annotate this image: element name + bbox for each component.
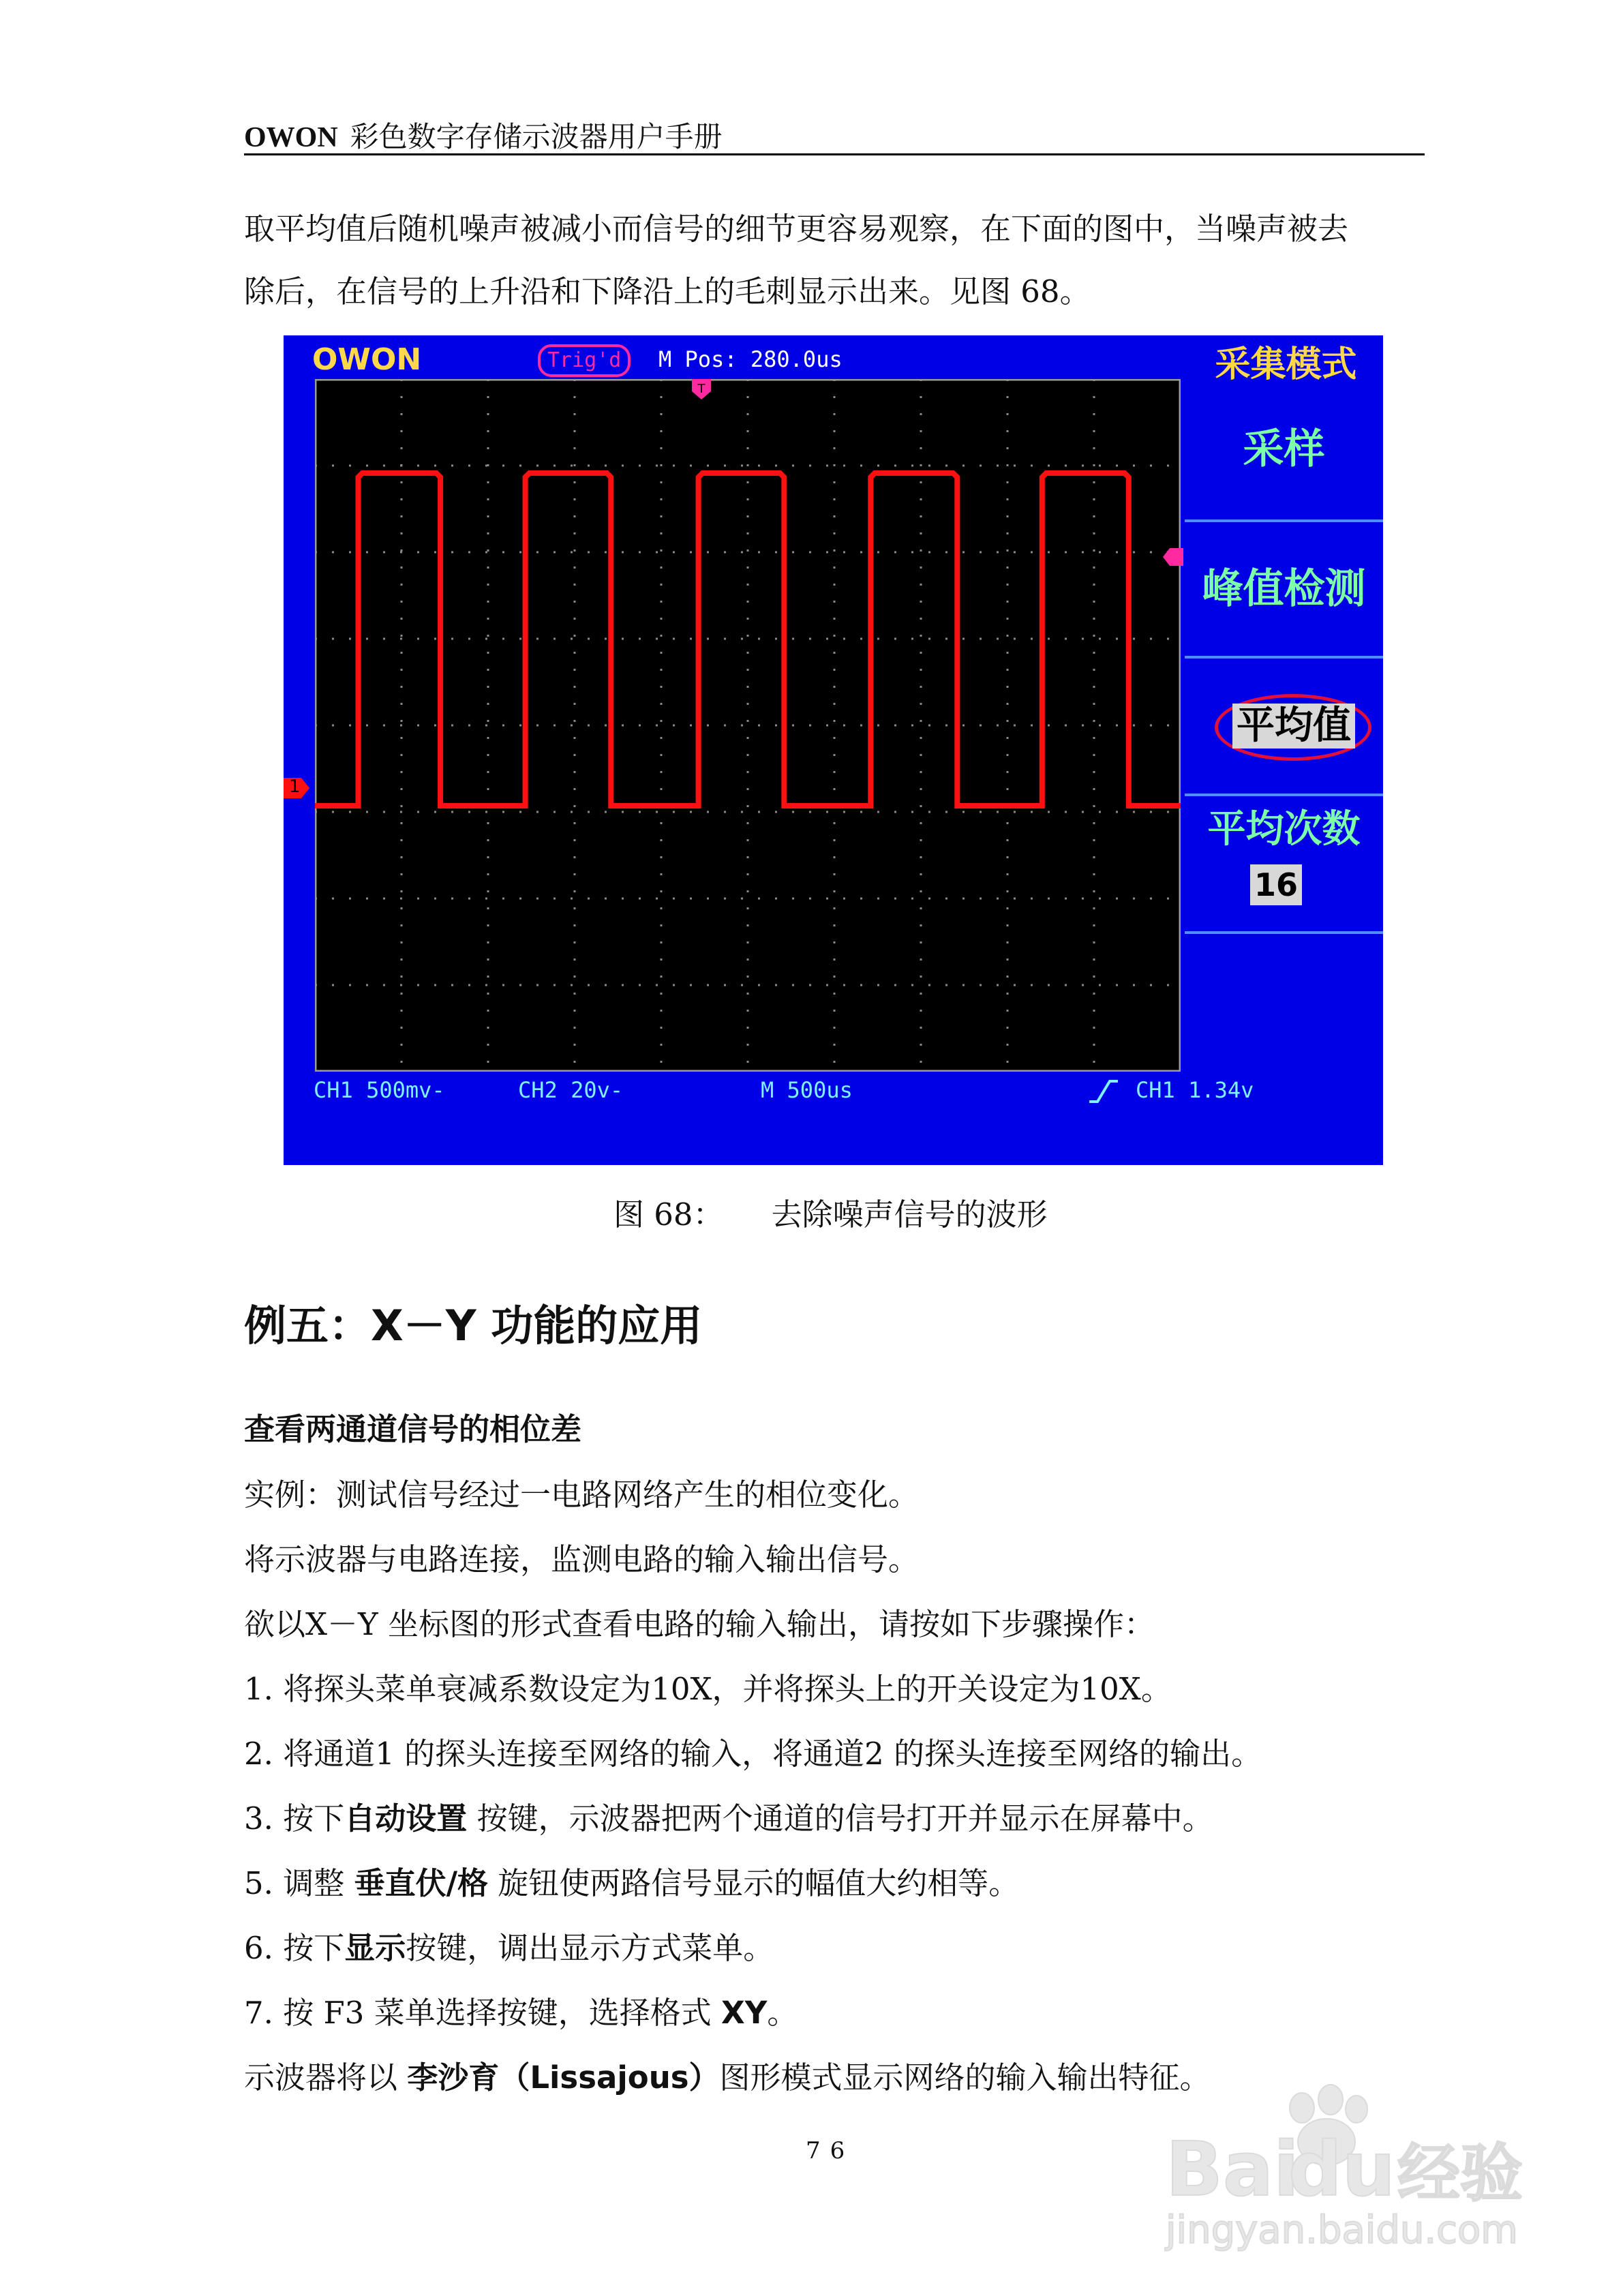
step-keyword: 垂直伏/格 [354,1865,488,1901]
menu-item-peak-detect[interactable]: 峰值检测 [1185,522,1383,659]
trigger-level-marker-icon [1162,547,1185,567]
closing-keyword: 李沙育（Lissajous） [407,2059,720,2096]
step-number: 7. [244,1995,273,2031]
scope-logo: OWON [312,342,422,377]
step-number: 3. [244,1800,273,1837]
status-ch2: CH2 20v- [518,1077,624,1103]
section-body [244,1462,1444,2110]
step-text: 按下 [283,1800,345,1837]
step-item [244,1786,1444,1851]
step-item [244,1916,1444,1980]
step-text: 旋钮使两路信号显示的幅值大约相等。 [488,1865,1020,1901]
svg-text:T: T [697,382,706,396]
ch1-ground-marker-icon [284,776,311,800]
ch1-marker-label: 1 [289,776,301,797]
baidu-jingyan-watermark-logo [1159,2079,1541,2256]
step-text: 按键，调出显示方式菜单。 [406,1930,774,1966]
page-number: 76 [806,2137,855,2164]
average-count-value: 16 [1250,864,1302,905]
rising-edge-icon [1087,1077,1121,1104]
menu-item-average-label: 平均值 [1232,704,1355,749]
step-text: 将通道1 的探头连接至网络的输入，将通道2 的探头连接至网络的输出。 [283,1736,1262,1772]
oscilloscope-screen [284,335,1383,1165]
svg-text:jingyan.baidu.com: jingyan.baidu.com [1166,2208,1518,2252]
header-title: 彩色数字存储示波器用户手册 [350,120,723,153]
body-line: 实例：测试信号经过一电路网络产生的相位变化。 [244,1477,920,1513]
waveform-svg [315,379,1181,1072]
body-line: 将示波器与电路连接，监测电路的输入输出信号。 [244,1541,920,1577]
running-header [244,115,723,155]
menu-item-average[interactable] [1185,659,1383,796]
acquire-menu [1182,335,1383,1165]
caption-text: 去除噪声信号的波形 [771,1196,1048,1233]
step-number: 2. [244,1736,273,1772]
status-timebase: M 500us [761,1077,853,1103]
caption-label: 图 68： [613,1196,724,1233]
intro-paragraph [244,198,1425,323]
section-subheading: 查看两通道信号的相位差 [244,1411,582,1447]
step-text: 按下 [283,1930,345,1966]
svg-text:经验: 经验 [1397,2137,1523,2210]
menu-item-sample[interactable]: 采样 [1185,379,1383,522]
step-text: 按键，示波器把两个通道的信号打开并显示在屏幕中。 [467,1800,1213,1837]
intro-line-1: 取平均值后随机噪声被减小而信号的细节更容易观察，在下面的图中，当噪声被去 [244,211,1349,247]
menu-title: 采集模式 [1215,344,1357,385]
step-keyword: 自动设置 [344,1800,468,1837]
menu-item-average-count[interactable] [1185,796,1383,934]
step-item [244,1980,1444,2045]
step-number: 6. [244,1930,273,1966]
step-number: 5. [244,1865,273,1901]
svg-text:Bai: Bai [1166,2126,1299,2213]
step-keyword: 显示 [344,1930,406,1966]
grid-frame [316,380,1180,1071]
status-ch1: CH1 500mv- [314,1077,445,1103]
trigger-position-marker-icon [689,378,714,401]
step-text: 将探头菜单衰减系数设定为10X，并将探头上的开关设定为10X。 [283,1671,1172,1707]
header-brand: OWON [244,122,338,153]
status-trigger: CH1 1.34v [1136,1077,1254,1103]
header-rule [244,153,1425,155]
step-text: 。 [767,1995,798,2031]
step-item [244,1851,1444,1916]
figure-caption [613,1190,1048,1234]
closing-text: 图形模式显示网络的输入输出特征。 [719,2059,1211,2096]
svg-text:du: du [1288,2126,1396,2213]
step-item [244,1721,1444,1786]
trig-status-badge: Trig'd [538,344,631,377]
menu-item-average-count-label: 平均次数 [1207,807,1361,851]
m-pos-readout: M Pos: 280.0us [658,346,843,372]
section-heading: 例五：X－Y 功能的应用 [244,1301,703,1350]
waveform-plot [315,379,1181,1072]
step-text: 按 F3 菜单选择按键，选择格式 [283,1995,722,2031]
body-line: 欲以X－Y 坐标图的形式查看电路的输入输出，请按如下步骤操作： [244,1606,1155,1642]
step-text: 调整 [283,1865,354,1901]
closing-text: 示波器将以 [244,2059,408,2096]
step-number: 1. [244,1671,273,1707]
intro-line-2: 除后，在信号的上升沿和下降沿上的毛刺显示出来。见图 68。 [244,273,1091,309]
step-item [244,1657,1444,1721]
step-keyword: XY [721,1995,768,2031]
